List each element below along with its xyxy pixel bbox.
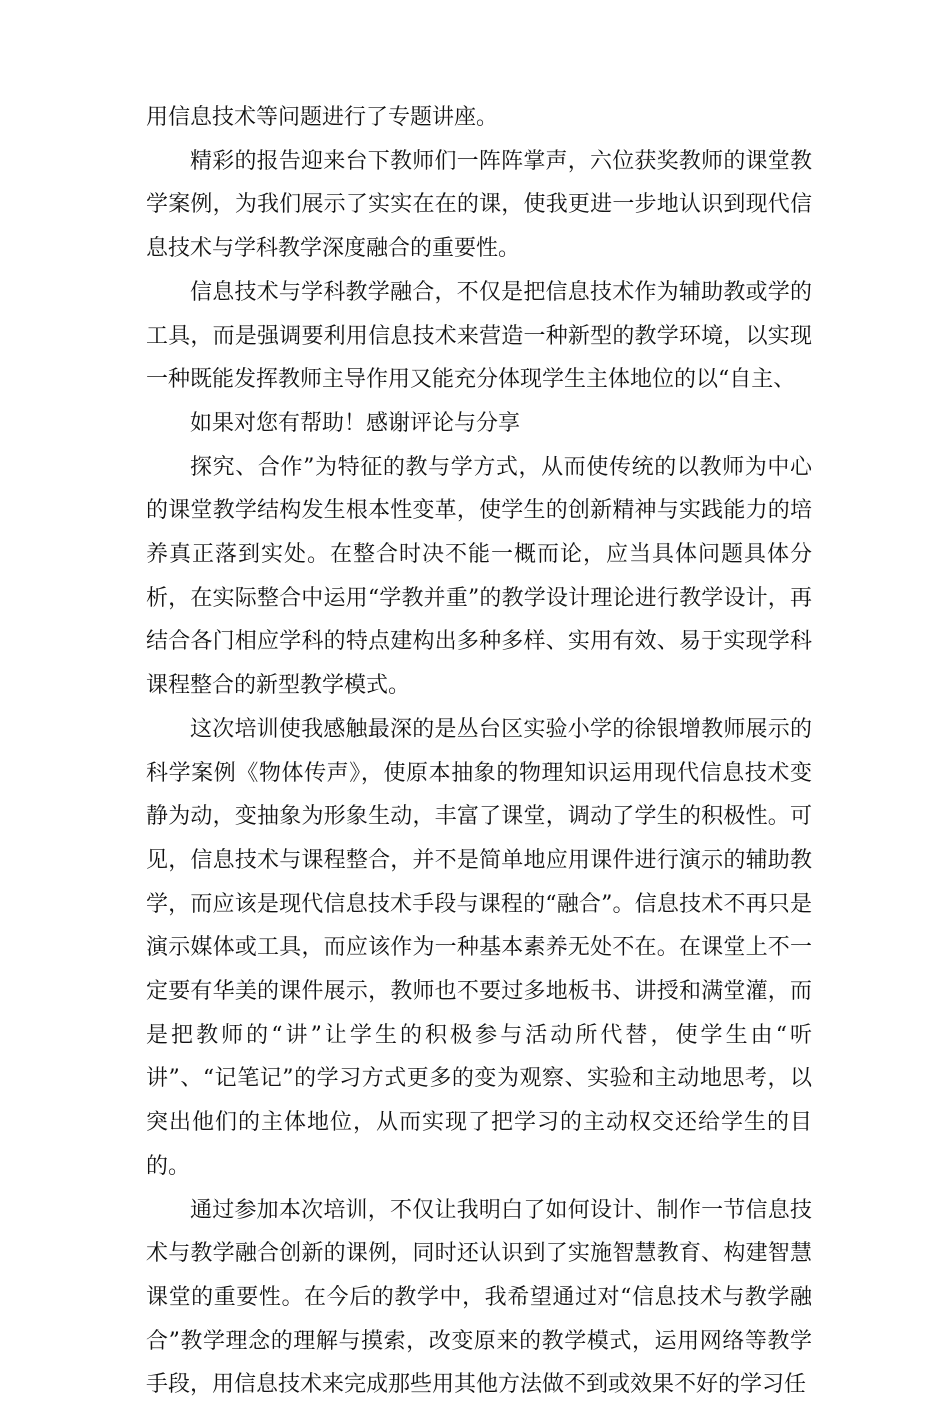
paragraph-4: 探究、合作”为特征的教与学方式，从而使传统的以教师为中心的课堂教学结构发生根本性变革，使学生的创新精神与实践能力的培养真正落到实处。在整合时决不能一概而论，应当具体问题具体分析，在实际整合中运用“学教并重”的教学设计理论进行教学设计，再结合各门相应学科的特点建构出多种多样、实用有效、易于实现学科课程整合的新型教学模式。 — [146, 454, 812, 699]
paragraph-2: 精彩的报告迎来台下教师们一阵阵掌声，六位获奖教师的课堂教学案例，为我们展示了实实在在的课，使我更进一步地认识到现代信息技术与学科教学深度融合的重要性。 — [146, 148, 812, 262]
paragraph-6: 通过参加本次培训，不仅让我明白了如何设计、制作一节信息技术与教学融合创新的课例，同时还认识到了实施智慧教育、构建智慧课堂的重要性。在今后的教学中，我希望通过对“信息技术与教学融合”教学理念的理解与摸索，改变原来的教学模式，运用网络等教学手段，用信息技术来完成那些用其他方法做不到或效果不好的学习任 — [146, 1197, 812, 1398]
document-body — [146, 96, 812, 1407]
paragraph-3: 信息技术与学科教学融合，不仅是把信息技术作为辅助教或学的工具，而是强调要利用信息技术来营造一种新型的教学环境，以实现一种既能发挥教师主导作用又能充分体现学生主体地位的以“自主、 — [146, 279, 812, 393]
paragraph-1: 用信息技术等问题进行了专题讲座。 — [146, 105, 499, 130]
paragraph-5: 这次培训使我感触最深的是丛台区实验小学的徐银增教师展示的科学案例《物体传声》，使原本抽象的物理知识运用现代信息技术变静为动，变抽象为形象生动，丰富了课堂，调动了学生的积极性。可见，信息技术与课程整合，并不是简单地应用课件进行演示的辅助教学，而应该是现代信息技术手段与课程的“融合”。信息技术不再只是演示媒体或工具，而应该作为一种基本素养无处不在。在课堂上不一定要有华美的课件展示，教师也不要过多地板书、讲授和满堂灌，而是把教师的“讲”让学生的积极参与活动所代替，使学生由“听讲”、“记笔记”的学习方式更多的变为观察、实验和主动地思考，以突出他们的主体地位，从而实现了把学习的主动权交还给学生的目的。 — [146, 716, 812, 1179]
share-note: 如果对您有帮助！感谢评论与分享 — [190, 410, 521, 436]
